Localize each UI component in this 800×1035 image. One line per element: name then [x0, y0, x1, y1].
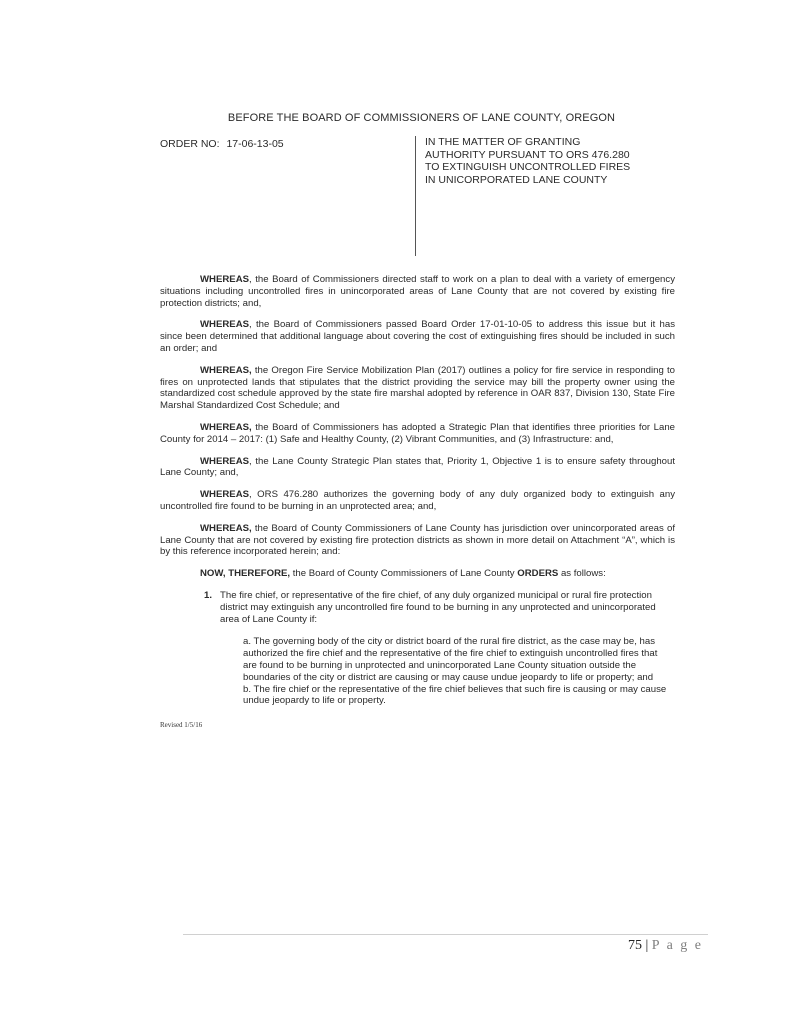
whereas-lead: WHEREAS, — [200, 421, 252, 433]
order-item-1 — [204, 590, 675, 625]
whereas-text: , the Board of Commissioners directed staff to work on a plan to deal with a variety of emergency situations including uncontrolled fires in unincorporated areas of Lane County that are not covered by existing fire protection districts; and, — [160, 274, 675, 309]
whereas-text: the Board of Commissioners has adopted a Strategic Plan that identifies three priorities for Lane County for 2014 – 2017: (1) Safe and Healthy County, (2) Vibrant Communities, and (3) Infrastructure: and, — [160, 421, 675, 445]
matter-line: AUTHORITY PURSUANT TO ORS 476.280 — [425, 148, 630, 161]
whereas-lead: WHEREAS — [200, 319, 250, 331]
matter-line: IN THE MATTER OF GRANTING — [425, 136, 581, 148]
now-therefore-tail: as follows: — [558, 568, 606, 580]
whereas-text: , ORS 476.280 authorizes the governing body of any duly organized body to extinguish any uncontrolled fire found to be burning in an unprotected area; and, — [160, 489, 675, 512]
matter-line: IN UNICORPORATED LANE COUNTY — [425, 173, 608, 186]
document-heading: BEFORE THE BOARD OF COMMISSIONERS OF LANE COUNTY, OREGON — [227, 112, 616, 124]
now-therefore-paragraph — [160, 568, 675, 580]
whereas-lead: WHEREAS, — [200, 522, 252, 534]
whereas-paragraph — [160, 523, 675, 558]
revised-note: Revised 1/5/16 — [160, 721, 203, 730]
footer-rule — [183, 934, 708, 935]
sub-items — [243, 636, 673, 707]
matter-block — [416, 136, 630, 274]
item-text: The fire chief, or representative of the fire chief, of any duly organized municipal or rural fire protection district may extinguish any uncontrolled fire found to be burning in any unprotected and unincorporated area of Lane County if: — [220, 589, 656, 625]
orders-word: ORDERS — [517, 568, 559, 580]
order-number: 17-06-13-05 — [226, 138, 284, 150]
whereas-lead: WHEREAS — [200, 274, 250, 285]
whereas-lead: WHEREAS — [200, 455, 250, 467]
now-therefore-lead: NOW, THEREFORE, — [200, 568, 291, 580]
whereas-paragraph — [160, 319, 675, 354]
whereas-paragraph — [160, 422, 675, 446]
order-block — [160, 136, 675, 274]
item-number: 1. — [204, 589, 213, 601]
whereas-text: the Board of County Commissioners of Lane County has jurisdiction over unincorporated areas of Lane County that are not covered by existing fire protection districts as shown in more detail on Attachment “A”, which is by this reference incorporated herein; and: — [160, 522, 675, 558]
whereas-paragraph — [160, 274, 675, 309]
whereas-text: the Oregon Fire Service Mobilization Plan (2017) outlines a policy for fire service in responding to fires on unprotected lands that stipulates that the district providing the service may bill the property owner using the standardized cost schedule approved by the state fire marshal adopted by reference in OAR 837, Division 130, State Fire Marshal Standardized Cost Schedule; and — [160, 364, 675, 412]
whereas-lead: WHEREAS, — [200, 364, 252, 376]
order-number-block — [160, 136, 415, 274]
whereas-paragraph — [160, 365, 675, 412]
whereas-paragraph — [160, 456, 675, 480]
whereas-paragraph — [160, 489, 675, 513]
page-footer — [628, 938, 703, 954]
order-label: ORDER NO: — [160, 138, 220, 150]
scanned-order-document — [160, 112, 675, 729]
matter-line: TO EXTINGUISH UNCONTROLLED FIRES — [425, 161, 631, 173]
now-therefore-text: the Board of County Commissioners of Lane County — [290, 568, 518, 580]
sub-item-a: a. The governing body of the city or district board of the rural fire district, as the case may be, has authorized the fire chief and the representative of the fire chief to extinguish uncontrolled fires that are found to be burning in unprotected and unincorporated Lane County situation outside the boundaries of the city or district are causing or may cause undue jeopardy to life or property; and — [243, 636, 658, 683]
page-number: 75 — [627, 938, 642, 953]
whereas-lead: WHEREAS — [200, 489, 250, 501]
page-separator: | — [645, 938, 649, 953]
whereas-text: , the Lane County Strategic Plan states that, Priority 1, Objective 1 is to ensure safety throughout Lane County; and, — [160, 455, 675, 479]
sub-item-b: b. The fire chief or the representative of the fire chief believes that such fire is causing or may cause undue jeopardy to life or property. — [243, 683, 667, 707]
whereas-text: , the Board of Commissioners passed Board Order 17-01-10-05 to address this issue but it has since been determined that additional language about covering the cost of extinguishing fires should be included in such an order; and — [160, 319, 675, 354]
page-word: P a g e — [651, 938, 703, 953]
